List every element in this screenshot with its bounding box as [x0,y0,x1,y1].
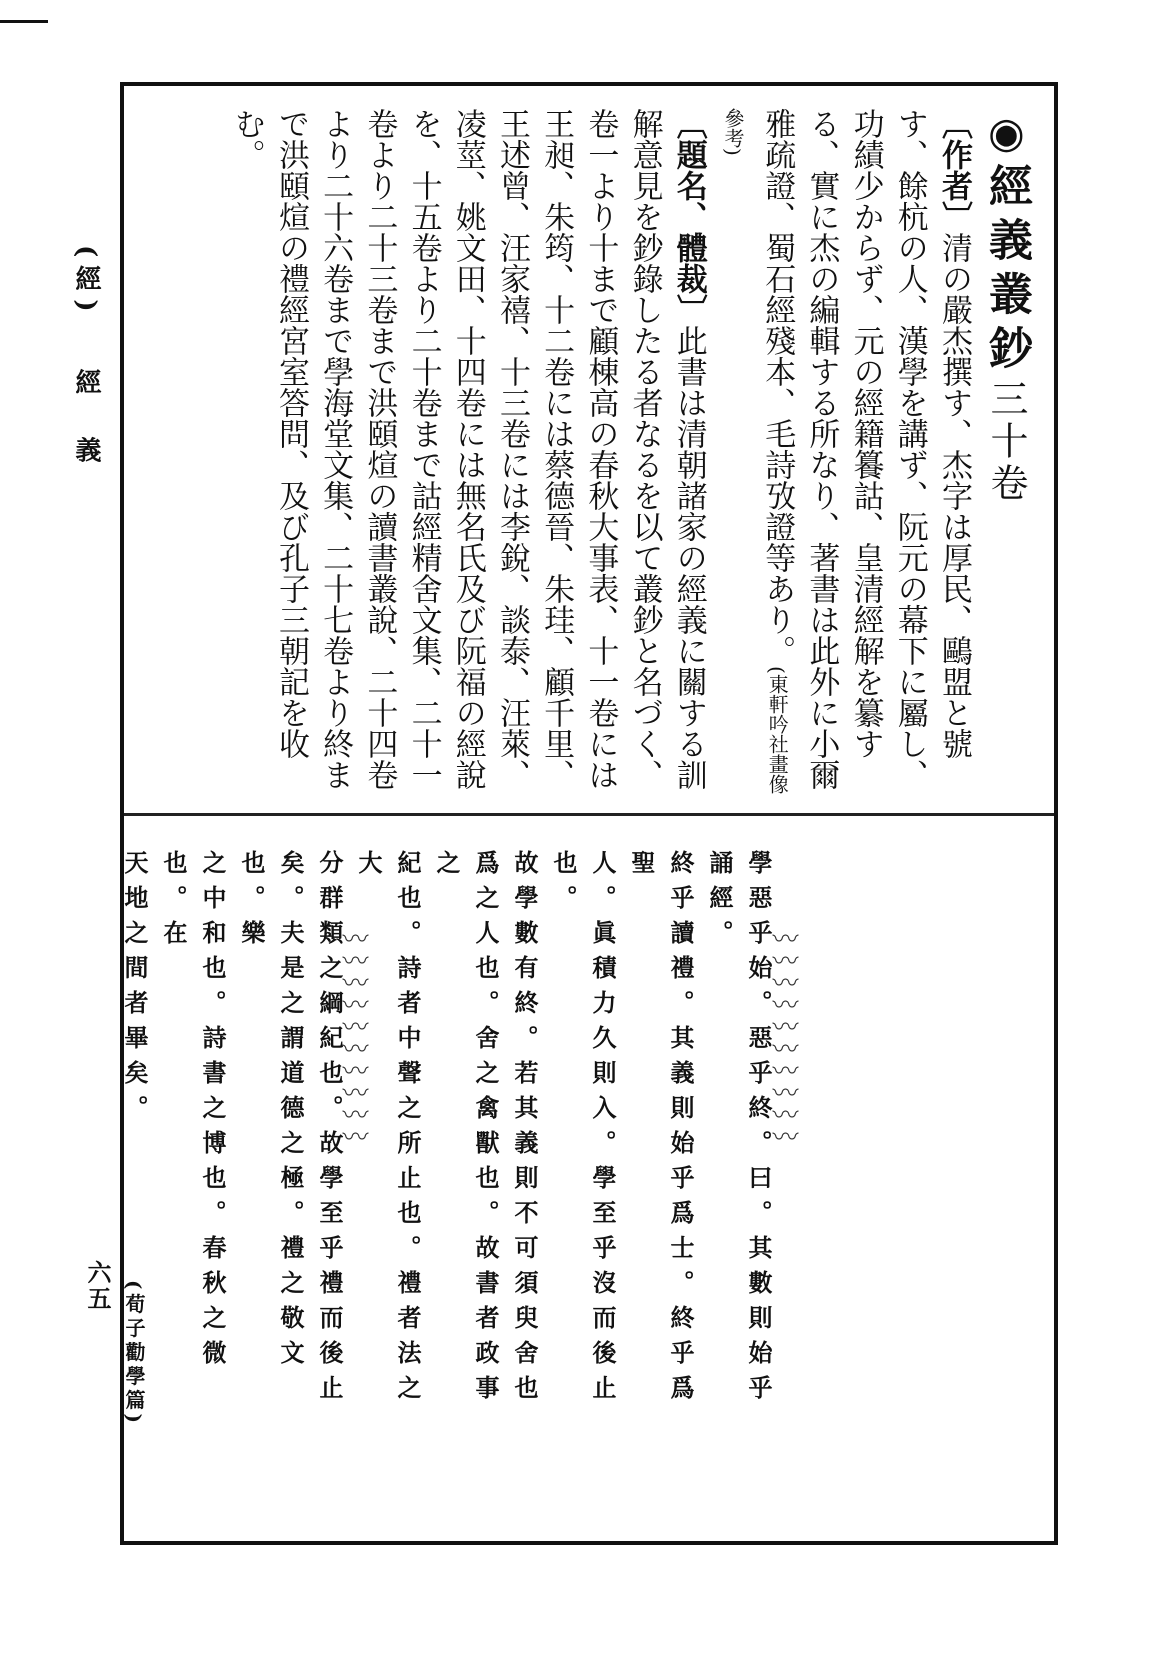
quote-line: 人。眞積力久則入。學至乎沒而後止也。 [549,850,617,1410]
running-title [68,245,105,471]
author-source-note: (東軒吟社畫像參考) [720,108,790,794]
quote-line: 分群類之綱紀也。故學至乎禮而後止 [315,850,344,1410]
quote-line: 紀也。詩者中聲之所止也。禮者法之大 [354,850,422,1410]
quotation-block [120,850,778,1440]
corner-rule-mark [0,20,48,23]
quote-line: 爲之人也。舍之禽獸也。故書者政事之 [432,850,500,1410]
quote-line [114,850,154,1440]
entry-title: 經義叢鈔 [981,163,1032,379]
running-title-section: (經) [71,245,101,320]
content-paragraph [225,108,711,804]
quote-line: 故學數有終。若其義則不可須臾舍也 [510,850,539,1410]
running-title-name: 經 義 [71,368,101,471]
wavy-border-left: 〰〰〰〰〰〰〰〰〰〰 [338,925,368,1145]
content-label: 〔題名、體裁〕 [670,108,707,325]
entry-body [228,108,1036,804]
quote-line: 學惡乎始。惡乎終。曰。其數則始乎誦經。 [705,850,773,1410]
quote-source: (荀子勸學篇) [122,1280,146,1427]
entry-heading [976,108,1036,804]
wavy-border-right: 〰〰〰〰〰〰〰〰〰〰 [768,925,798,1145]
author-label: 〔作者〕 [936,108,972,232]
section-divider [124,813,1054,816]
author-paragraph [711,108,976,804]
quote-line: 終乎讀禮。其義則始乎爲士。終乎爲聖 [627,850,695,1410]
author-text: 清の嚴杰撰す、杰字は厚民、鷗盟と號す、餘杭の人、漢學を講ず、阮元の幕下に屬し、功績少からず、元の經籍籑詁、皇清經解を纂する、實に杰の編輯する所なり、著書は此外に小爾雅疏證、蜀石經殘本、毛詩攷證等あり。 [759,108,972,790]
quote-line-text: 天地之間者畢矣。 [120,850,149,1130]
page-number: 六五 [83,1260,112,1312]
bullet-icon: ◉ [982,108,1031,163]
quote-line: 之中和也。詩書之博也。春秋之微也。在 [159,850,227,1375]
content-text: 此書は清朝諸家の經義に關する訓解意見を鈔錄したる者なるを以て叢鈔と名づく、卷一より十まで顧棟高の春秋大事表、十一卷には王昶、朱筠、十二卷には蔡德晉、朱珪、顧千里、王述曾、汪家禧、十三卷には李銳、談泰、汪萊、凌莖、姚文田、十四卷には無名氏及び阮福の經說を、十五卷より二十卷まで詁經精舍文集、二十一卷より二十三卷まで洪頤煊の讀書叢說、二十四卷より二十六卷まで學海堂文集、二十七卷より終まで洪頤煊の禮經宮室答問、及び孔子三朝記を收む。 [228,108,707,790]
quote-line: 矣。夫是之謂道德之極。禮之敬文也。樂 [237,850,305,1375]
entry-volume-count: 三十卷 [984,379,1028,505]
